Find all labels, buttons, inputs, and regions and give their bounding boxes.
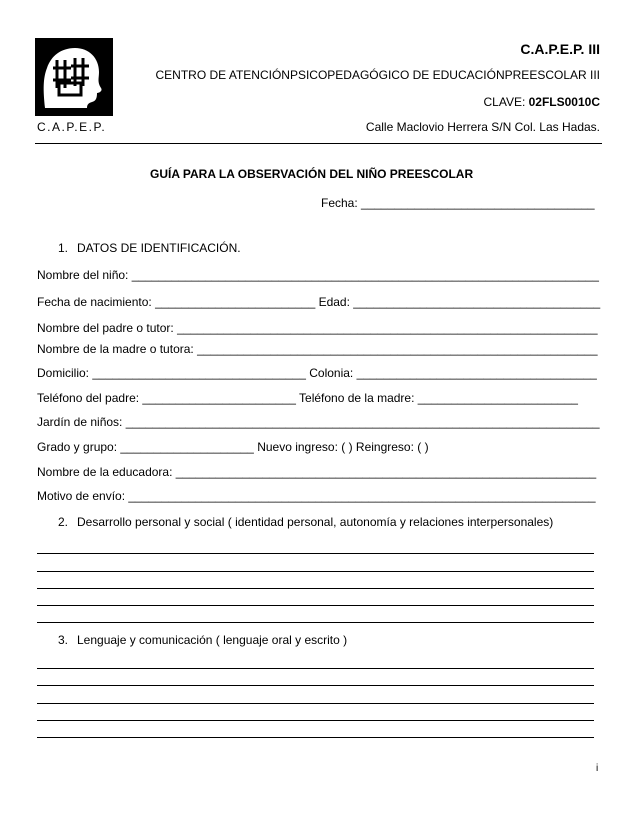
section-number: 1. <box>58 241 69 255</box>
field-domicilio-colonia[interactable]: Domicilio: ________________________________ Colonia: ____________________________________ <box>37 366 597 380</box>
field-grado-ingreso[interactable]: Grado y grupo: ____________________ Nuevo ingreso: ( ) Reingreso: ( ) <box>37 440 429 454</box>
section-title: Desarrollo personal y social ( identidad personal, autonomía y relaciones interpersonales) <box>77 515 554 529</box>
document-title: GUÍA PARA LA OBSERVACIÓN DEL NIÑO PREESCOLAR <box>150 167 474 181</box>
field-fecha-nacimiento-edad[interactable]: Fecha de nacimiento: ________________________ Edad: _____________________________________ <box>37 295 601 309</box>
answer-line[interactable] <box>37 571 594 572</box>
field-nombre-madre[interactable]: Nombre de la madre o tutora: ____________________________________________________________ <box>37 342 598 356</box>
answer-line[interactable] <box>37 685 594 686</box>
answer-line[interactable] <box>37 737 594 738</box>
clave-line <box>483 95 600 109</box>
section-2-heading <box>58 515 553 529</box>
clave-value: 02FLS0010C <box>528 95 600 109</box>
answer-line[interactable] <box>37 703 594 704</box>
answer-line[interactable] <box>37 622 594 623</box>
header-divider <box>35 143 602 144</box>
section-1-heading <box>58 241 241 255</box>
org-full-name: CENTRO DE ATENCIÓNPSICOPEDAGÓGICO DE EDUCACIÓNPREESCOLAR III <box>155 68 600 82</box>
answer-line[interactable] <box>37 553 594 554</box>
fecha-field[interactable]: Fecha: ___________________________________ <box>321 196 595 210</box>
clave-label: CLAVE: <box>483 95 526 109</box>
section-title: Lenguaje y comunicación ( lenguaje oral y escrito ) <box>77 633 348 647</box>
answer-line[interactable] <box>37 668 594 669</box>
section-3-heading <box>58 633 347 647</box>
section-number: 2. <box>58 515 69 529</box>
address-line: Calle Maclovio Herrera S/N Col. Las Hadas. <box>365 120 600 134</box>
field-nombre-nino[interactable]: Nombre del niño: ______________________________________________________________________ <box>37 268 599 282</box>
answer-line[interactable] <box>37 605 594 606</box>
field-educadora[interactable]: Nombre de la educadora: _______________________________________________________________ <box>37 465 597 479</box>
field-telefonos[interactable]: Teléfono del padre: _______________________ Teléfono de la madre: ________________________ <box>37 391 578 405</box>
field-motivo-envio[interactable]: Motivo de envío: ______________________________________________________________________ <box>37 489 596 503</box>
field-nombre-padre[interactable]: Nombre del padre o tutor: _______________________________________________________________ <box>37 321 598 335</box>
head-silhouette-icon <box>35 38 113 116</box>
answer-line[interactable] <box>37 588 594 589</box>
answer-line[interactable] <box>37 720 594 721</box>
section-number: 3. <box>58 633 69 647</box>
page-number: i <box>596 763 599 774</box>
capep-logo <box>35 38 113 116</box>
logo-caption: C.A.P.E.P. <box>37 120 107 134</box>
section-title: DATOS DE IDENTIFICACIÓN. <box>77 241 241 255</box>
org-short-name: C.A.P.E.P. III <box>520 41 600 57</box>
field-jardin[interactable]: Jardín de niños: _______________________________________________________________________ <box>37 415 600 429</box>
